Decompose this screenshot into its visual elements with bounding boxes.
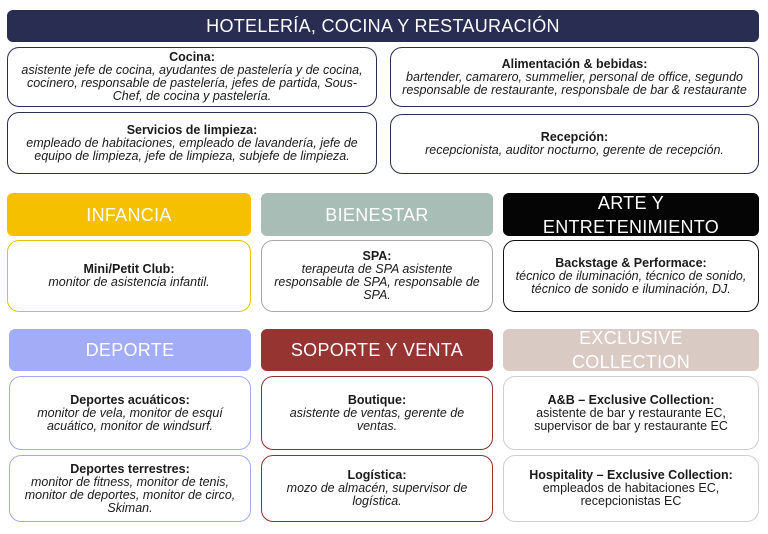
- card-boutique: [261, 376, 493, 450]
- card-title: Cocina:: [169, 50, 215, 64]
- card-text: monitor de vela, monitor de esquí acuático, monitor de windsurf.: [37, 405, 223, 433]
- top-section-title: HOTELERÍA, COCINA Y RESTAURACIÓN: [206, 16, 560, 36]
- card-title: Mini/Petit Club:: [83, 262, 175, 276]
- card-cocina: [7, 47, 377, 107]
- card-title: Deportes acuáticos:: [70, 392, 190, 407]
- card-title: A&B – Exclusive Collection:: [547, 392, 715, 407]
- card-text: técnico de iluminación, técnico de sonido, técnico de sonido e iluminación, DJ.: [515, 268, 747, 296]
- card-text: mozo de almacén, supervisor de logística.: [286, 481, 468, 508]
- header-deporte: [9, 329, 251, 371]
- header-label: BIENESTAR: [325, 204, 429, 225]
- card-spa: [261, 240, 493, 312]
- header-exclusive: [503, 329, 759, 371]
- card-text: terapeuta de SPA asistente responsable de SPA, responsable de SPA.: [274, 262, 480, 302]
- header-arte: [503, 193, 759, 236]
- card-ab-exclusive: [503, 376, 759, 450]
- card-recepcion: [390, 114, 759, 174]
- card-text: bartender, camarero, summelier, personal de office, segundo responsable de restaurante, responsbale de bar & restaurante: [402, 69, 747, 97]
- card-text: empleado de habitaciones, empleado de lavandería, jefe de equipo de limpieza, jefe de limpieza, subjefe de limpieza.: [26, 135, 358, 163]
- card-title: Hospitality – Exclusive Collection:: [529, 468, 733, 482]
- card-text: asistente jefe de cocina, ayudantes de pastelería y de cocina, cocinero, responsable de pastelería, jefes de partida, Sous-Chef, de cocina y pastelería.: [21, 63, 363, 103]
- header-infancia: [7, 193, 251, 236]
- card-deportes-acuaticos: [9, 376, 251, 450]
- header-label: ARTE Y ENTRETENIMIENTO: [542, 192, 720, 237]
- card-text: recepcionista, auditor nocturno, gerente de recepción.: [425, 143, 724, 157]
- header-bienestar: [261, 193, 493, 236]
- card-hospitality-exclusive: [503, 455, 759, 522]
- card-title: Logística:: [347, 468, 407, 482]
- card-title: Backstage & Performace:: [555, 255, 707, 270]
- card-text: asistente de ventas, gerente de ventas.: [289, 405, 465, 433]
- card-deportes-terrestres: [9, 455, 251, 522]
- card-backstage: [503, 240, 759, 312]
- card-limpieza: [7, 112, 377, 174]
- card-mini-club: [7, 240, 251, 312]
- card-text: asistente de bar y restaurante EC, supervisor de bar y restaurante EC: [534, 405, 728, 433]
- card-logistica: [261, 455, 493, 522]
- header-label: SOPORTE Y VENTA: [290, 340, 464, 360]
- header-label: INFANCIA: [86, 204, 172, 225]
- card-text: monitor de asistencia infantil.: [48, 275, 210, 289]
- card-title: SPA:: [362, 249, 392, 263]
- header-label: EXCLUSIVE COLLECTION: [571, 328, 691, 372]
- card-text: monitor de fitness, monitor de tenis, monitor de deportes, monitor de circo, Skiman.: [24, 474, 236, 515]
- header-soporte-venta: [261, 329, 493, 371]
- card-title: Alimentación & bebidas:: [501, 56, 648, 71]
- card-title: Servicios de limpieza:: [126, 122, 258, 137]
- card-text: empleados de habitaciones EC, recepcionistas EC: [542, 481, 720, 508]
- card-title: Deportes terrestres:: [70, 461, 190, 476]
- card-title: Recepción:: [540, 130, 609, 144]
- top-section-header: [7, 10, 759, 42]
- header-label: DEPORTE: [85, 340, 175, 360]
- card-alimentacion: [390, 47, 759, 107]
- card-title: Boutique:: [347, 392, 407, 407]
